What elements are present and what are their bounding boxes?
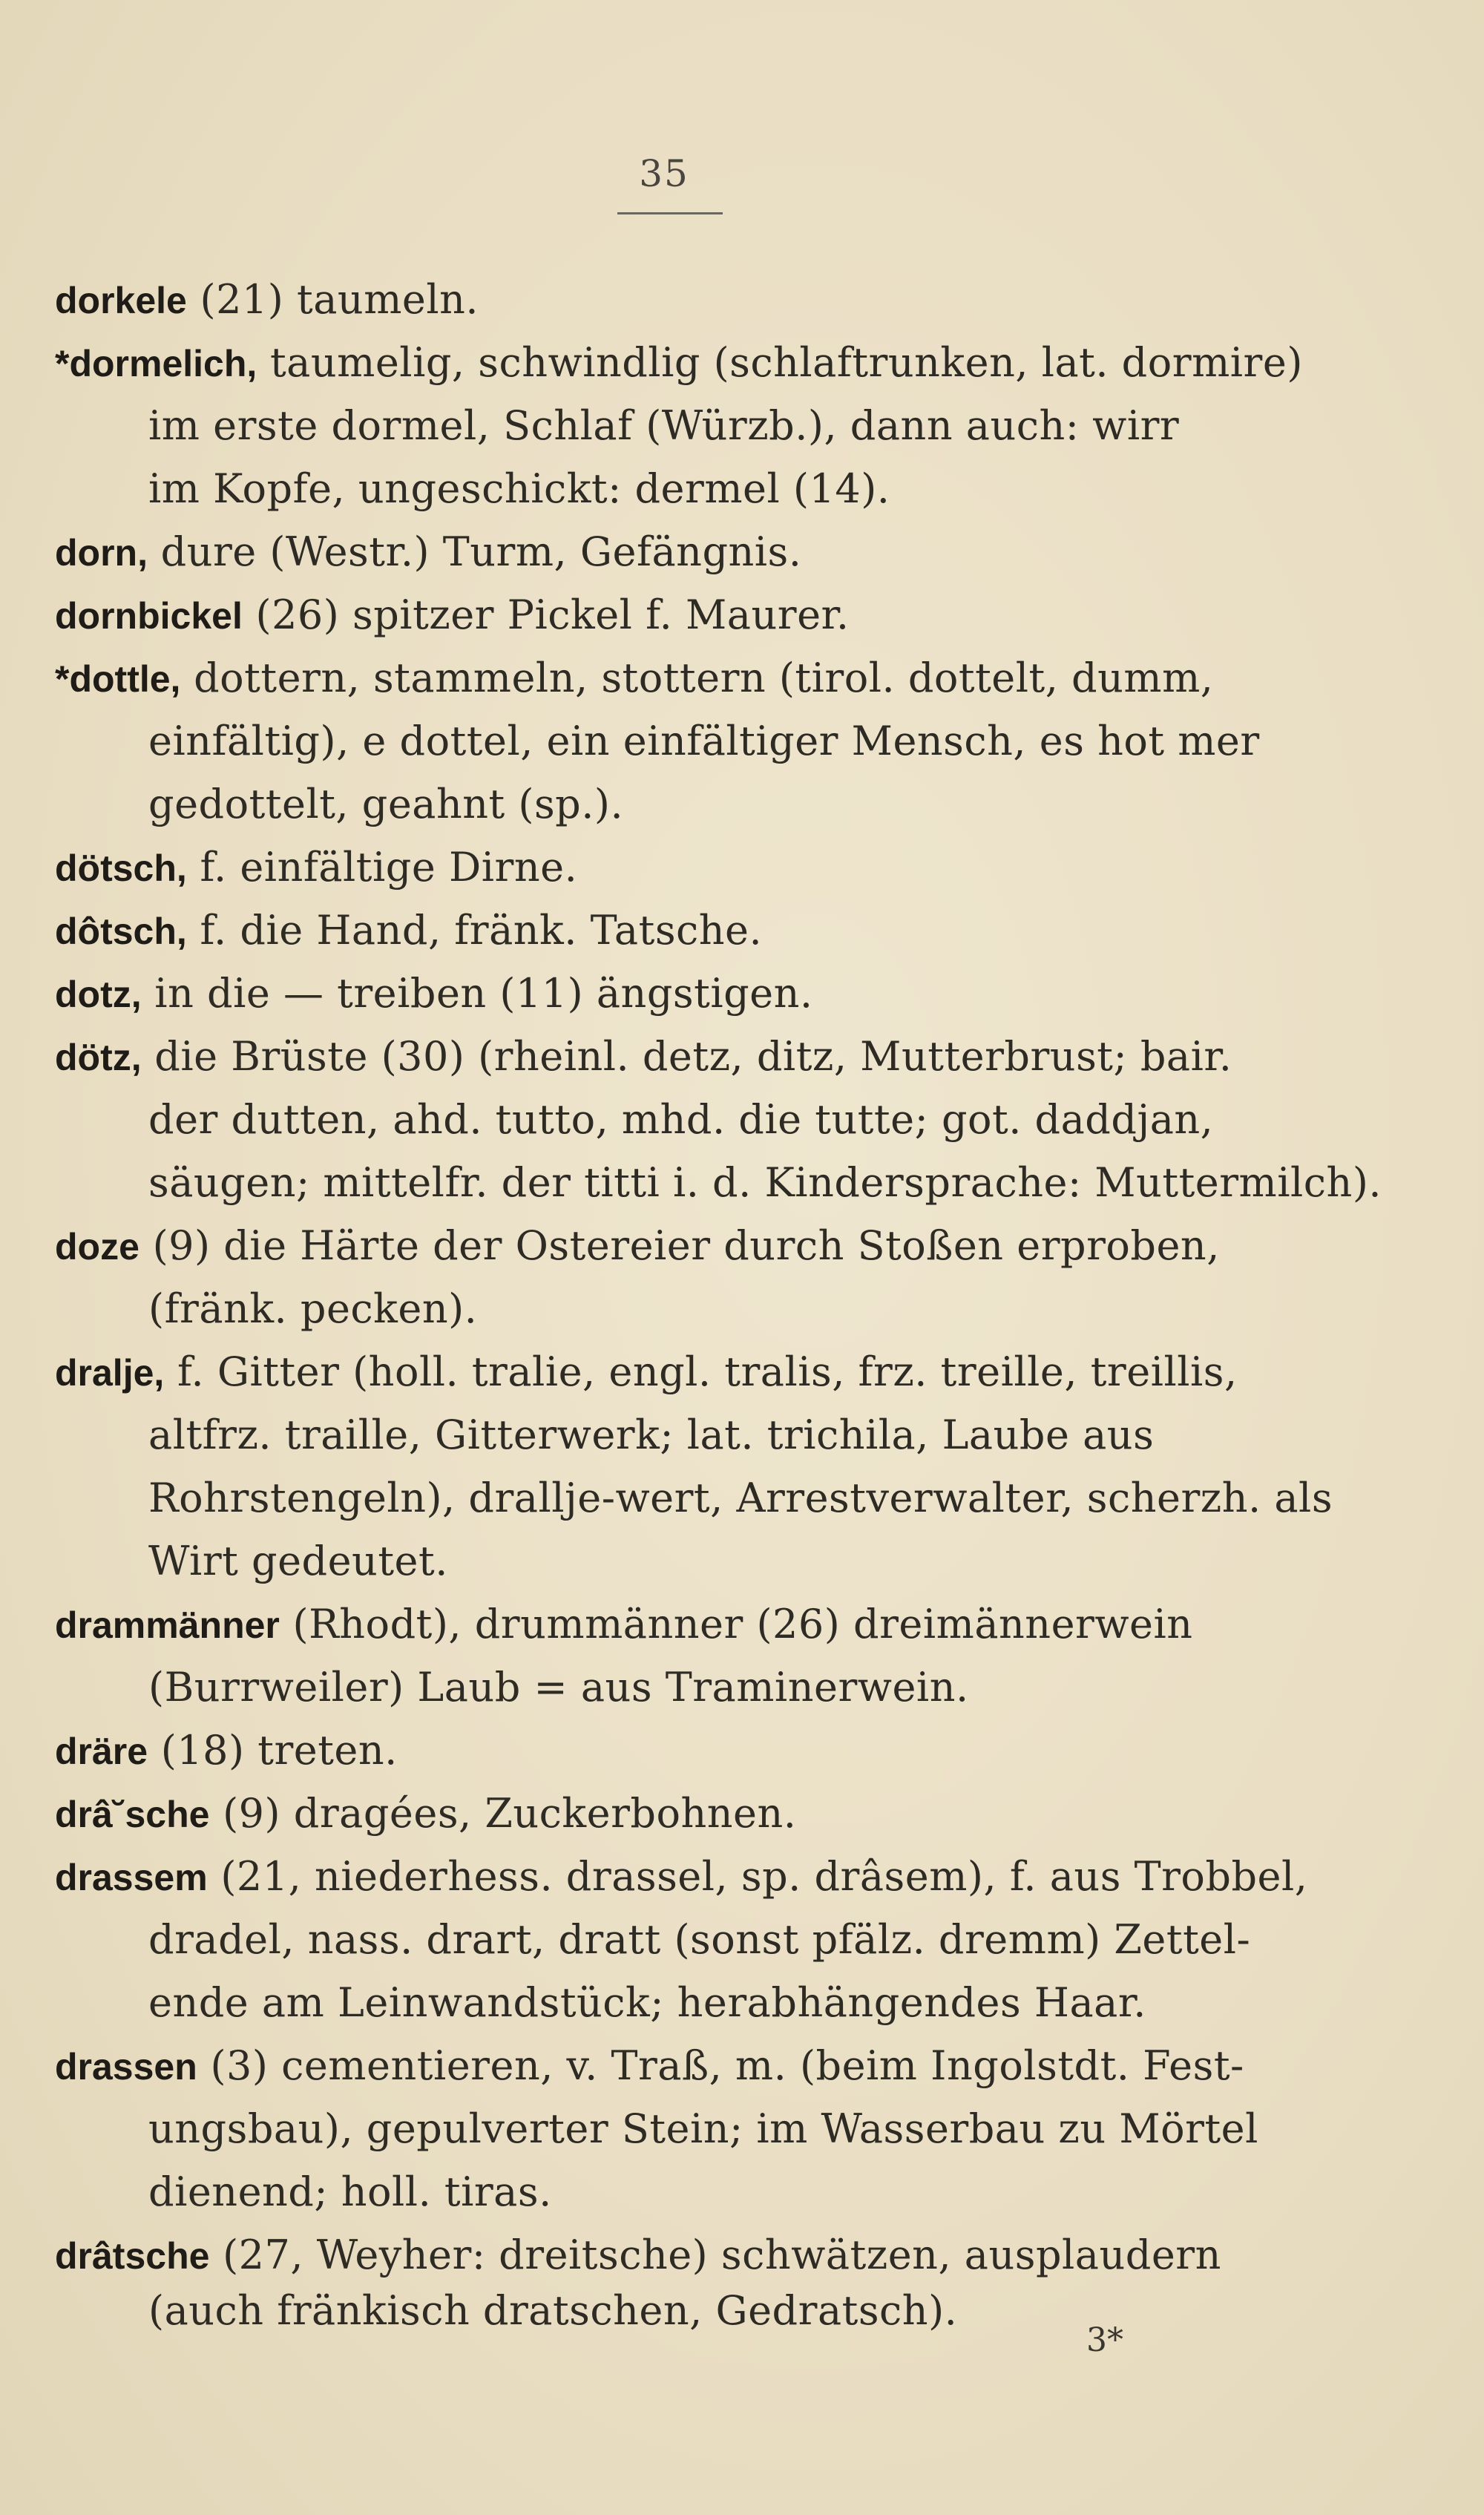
entry-line xyxy=(148,1978,1146,2028)
entry-line xyxy=(148,716,1260,767)
entry-text: (9) dragées, Zuckerbohnen. xyxy=(209,1790,797,1837)
headword: *dormelich, xyxy=(55,343,257,384)
entry-text: die Brüste (30) (rheinl. detz, ditz, Mutterbrust; bair. xyxy=(141,1033,1232,1080)
entry-line xyxy=(55,590,850,640)
entry-line xyxy=(55,338,1303,388)
headword: dotz, xyxy=(55,974,142,1015)
entry-text: altfrz. traille, Gitterwerk; lat. trichila, Laube aus xyxy=(148,1411,1155,1458)
entry-text: im Kopfe, ungeschickt: dermel (14). xyxy=(148,465,890,512)
entry-line xyxy=(55,1852,1307,1902)
headword: *dottle, xyxy=(55,658,181,700)
entry-text: (21, niederhess. drassel, sp. drâsem), f. aus Trobbel, xyxy=(207,1853,1308,1900)
entry-text: (fränk. pecken). xyxy=(148,1285,478,1332)
entry-line xyxy=(148,2167,552,2217)
headword: dorn, xyxy=(55,532,148,574)
headword: dôtsch, xyxy=(55,911,187,952)
entry-line xyxy=(55,2230,1221,2280)
headword: dornbickel xyxy=(55,595,243,637)
entry-text: Wirt gedeutet. xyxy=(148,1538,448,1584)
entry-text: einfältig), e dottel, ein einfältiger Mensch, es hot mer xyxy=(148,718,1260,764)
entry-text: (Rhodt), drummänner (26) dreimännerwein xyxy=(279,1601,1193,1647)
entry-line xyxy=(148,1410,1154,1460)
entry-line xyxy=(148,464,890,514)
entry-text: der dutten, ahd. tutto, mhd. die tutte; got. daddjan, xyxy=(148,1096,1214,1143)
entry-text: f. einfältige Dirne. xyxy=(186,844,578,891)
entry-line xyxy=(55,1221,1220,1271)
entry-line xyxy=(55,1032,1232,1082)
entry-text: ungsbau), gepulverter Stein; im Wasserbau zu Mörtel xyxy=(148,2105,1258,2152)
entry-text: (9) die Härte der Ostereier durch Stoßen erproben, xyxy=(139,1222,1220,1269)
entry-line xyxy=(148,1284,477,1334)
entry-line xyxy=(148,2104,1258,2154)
entry-text: gedottelt, geahnt (sp.). xyxy=(148,781,624,827)
entry-line xyxy=(55,1788,796,1839)
entry-line xyxy=(55,2041,1244,2091)
headword: dötsch, xyxy=(55,847,187,889)
entry-text: (Burrweiler) Laub = aus Traminerwein. xyxy=(148,1664,969,1711)
entry-line xyxy=(55,968,813,1019)
entry-text: Rohrstengeln), drallje-wert, Arrestverwalter, scherzh. als xyxy=(148,1475,1333,1521)
entry-text: (21) taumeln. xyxy=(186,276,479,323)
entry-text: (27, Weyher: dreitsche) schwätzen, ausplaudern xyxy=(209,2232,1221,2278)
headword: drassen xyxy=(55,2046,197,2088)
entry-line xyxy=(55,1347,1238,1397)
entry-text: (auch fränkisch dratschen, Gedratsch). xyxy=(148,2287,958,2334)
headword: drassem xyxy=(55,1857,208,1898)
headword: dralje, xyxy=(55,1352,165,1394)
entry-text: (3) cementieren, v. Traß, m. (beim Ingolstdt. Fest- xyxy=(197,2042,1244,2089)
headword: doze xyxy=(55,1226,139,1268)
entry-text: taumelig, schwindlig (schlaftrunken, lat. dormire) xyxy=(257,339,1303,386)
headword: drâtsche xyxy=(55,2235,210,2277)
entry-line xyxy=(55,1725,398,1776)
entry-text: (26) spitzer Pickel f. Maurer. xyxy=(242,591,850,638)
entry-text: dradel, nass. drart, dratt (sonst pfälz. dremm) Zettel- xyxy=(148,1916,1251,1963)
entry-line xyxy=(148,1662,969,1713)
entry-text: (18) treten. xyxy=(148,1727,398,1774)
entry-line xyxy=(55,1599,1193,1650)
headword: dräre xyxy=(55,1731,148,1772)
entry-line xyxy=(148,2286,957,2336)
entry-line xyxy=(148,779,623,830)
entry-line xyxy=(55,905,762,956)
entry-text: f. die Hand, fränk. Tatsche. xyxy=(186,907,763,954)
entry-line xyxy=(55,653,1213,704)
entry-text: im erste dormel, Schlaf (Würzb.), dann auch: wirr xyxy=(148,402,1180,449)
entry-line xyxy=(148,1158,1382,1208)
entry-text: in die — treiben (11) ängstigen. xyxy=(141,970,813,1017)
page-number: 35 xyxy=(639,152,689,195)
entry-text: dottern, stammeln, stottern (tirol. dottelt, dumm, xyxy=(180,655,1214,701)
entry-line xyxy=(55,842,577,893)
headword: drâ˘sche xyxy=(55,1794,210,1835)
entry-line xyxy=(148,1095,1213,1145)
entry-text: dienend; holl. tiras. xyxy=(148,2168,552,2215)
entry-line xyxy=(148,1915,1250,1965)
entry-line xyxy=(148,1536,448,1587)
headword: drammänner xyxy=(55,1604,280,1646)
entry-line xyxy=(55,275,479,325)
entry-text: säugen; mittelfr. der titti i. d. Kindersprache: Muttermilch). xyxy=(148,1159,1382,1206)
headword: dötz, xyxy=(55,1037,142,1078)
headword: dorkele xyxy=(55,280,187,321)
entry-line xyxy=(148,401,1179,451)
entry-line xyxy=(148,1473,1333,1524)
entry-line xyxy=(55,527,801,577)
signature-mark: 3* xyxy=(1086,2321,1123,2359)
entry-text: dure (Westr.) Turm, Gefängnis. xyxy=(147,528,802,575)
entry-text: ende am Leinwandstück; herabhängendes Haar. xyxy=(148,1979,1146,2026)
entry-text: f. Gitter (holl. tralie, engl. tralis, frz. treille, treillis, xyxy=(164,1348,1238,1395)
